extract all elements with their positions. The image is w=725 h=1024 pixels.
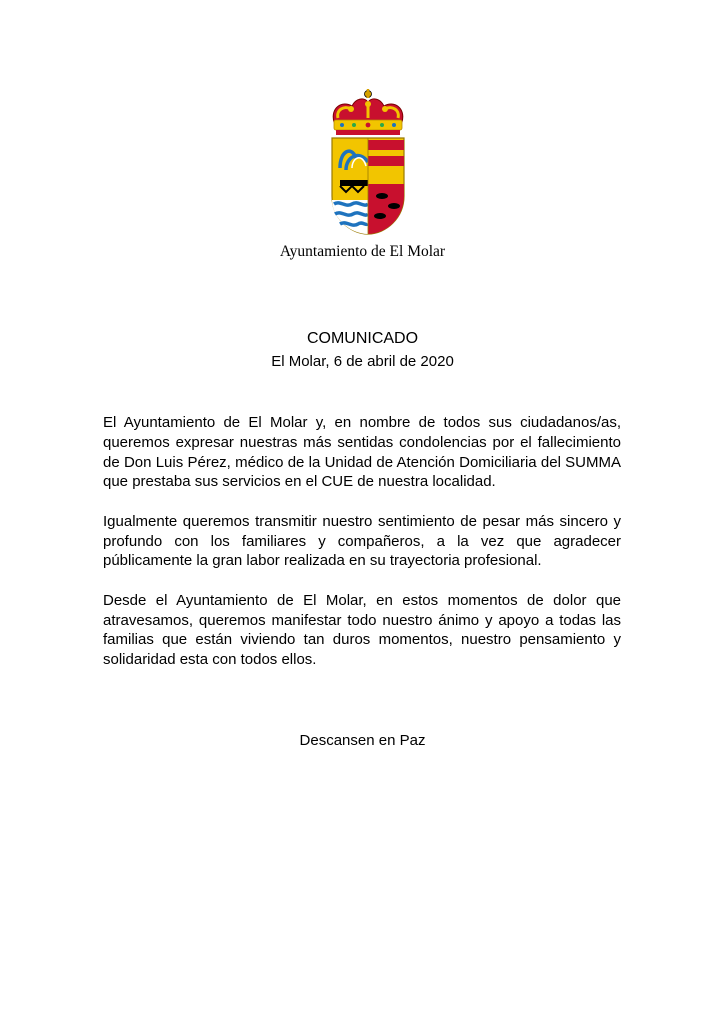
body-paragraph: Desde el Ayuntamiento de El Molar, en estos momentos de dolor que atravesamos, queremos manifestar todo nuestro ánimo y apoyo a todas las familias que están viviendo tan duros momentos, nuestro pensamiento y solidaridad esta con todos ellos.: [103, 591, 621, 669]
coat-of-arms-icon: [326, 88, 410, 236]
notice-body: [103, 413, 621, 690]
body-paragraph: El Ayuntamiento de El Molar y, en nombre de todos sus ciudadanos/as, queremos expresar nuestras más sentidas condolencias por el fallecimiento de Don Luis Pérez, médico de la Unidad de Atención Domiciliaria del SUMMA que prestaba sus servicios en el CUE de nuestra localidad.: [103, 414, 621, 491]
notice-dateline: El Molar, 6 de abril de 2020: [271, 353, 454, 370]
notice-title: COMUNICADO: [306, 330, 419, 347]
closing-line: Descansen en Paz: [299, 732, 426, 749]
organization-name: Ayuntamiento de El Molar: [279, 243, 446, 260]
crown-icon: [333, 89, 403, 135]
body-paragraph: Igualmente queremos transmitir nuestro sentimiento de pesar más sincero y profundo con los familiares y compañeros, a la vez que agradecer públicamente la gran labor realizada en su trayectoria profesional.: [103, 512, 621, 570]
shield-icon: [332, 138, 404, 234]
